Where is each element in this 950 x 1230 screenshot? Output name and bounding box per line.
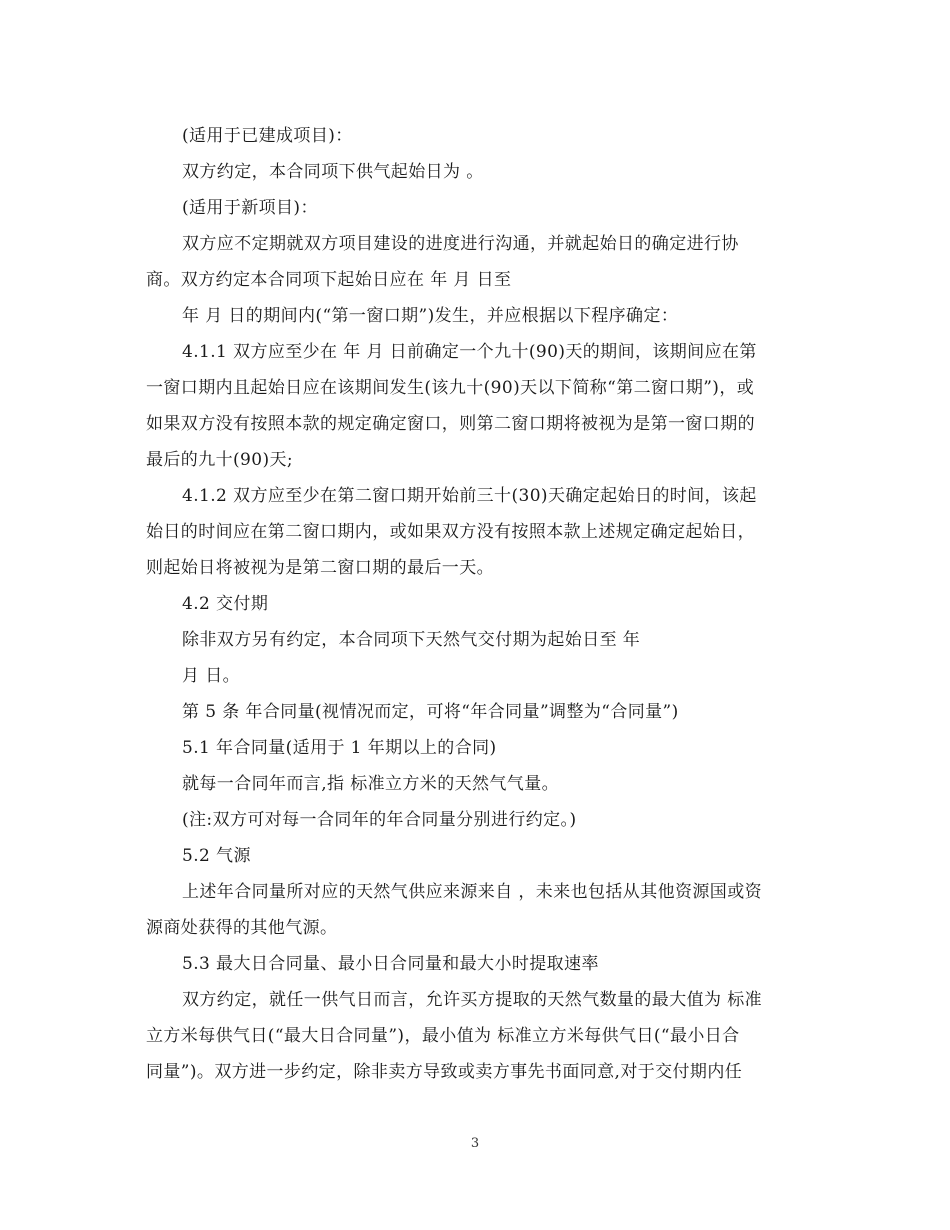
text-line: 则起始日将被视为是第二窗口期的最后一天。: [146, 558, 494, 578]
text-line: 双方约定，就任一供气日而言，允许买方提取的天然气数量的最大值为 标准: [182, 990, 763, 1010]
text-line: 4.1.1 双方应至少在 年 月 日前确定一个九十(90)天的期间，该期间应在第: [182, 342, 757, 362]
text-line: 双方约定，本合同项下供气起始日为 。: [182, 162, 484, 182]
text-line: 商。双方约定本合同项下起始日应在 年 月 日至: [146, 270, 512, 290]
text-line: 月 日。: [182, 666, 241, 686]
section-heading: 5.2 气源: [182, 846, 251, 866]
text-line: 上述年合同量所对应的天然气供应来源来自 ，未来也包括从其他资源国或资: [182, 882, 763, 902]
text-line: 如果双方没有按照本款的规定确定窗口，则第二窗口期将被视为是第一窗口期的: [146, 414, 755, 434]
text-line: 除非双方另有约定，本合同项下天然气交付期为起始日至 年: [182, 630, 641, 650]
section-heading: 5.1 年合同量(适用于 1 年期以上的合同): [182, 738, 497, 758]
text-line: (适用于已建成项目)：: [182, 126, 353, 146]
text-line: 立方米每供气日(“最大日合同量”)，最小值为 标准立方米每供气日(“最小日合: [146, 1026, 740, 1046]
text-line: 同量”)。双方进一步约定，除非卖方导致或卖方事先书面同意,对于交付期内任: [146, 1062, 743, 1082]
section-heading: 4.2 交付期: [182, 594, 269, 614]
note-line: (注:双方可对每一合同年的年合同量分别进行约定。): [182, 810, 577, 830]
text-line: 双方应不定期就双方项目建设的进度进行沟通，并就起始日的确定进行协: [182, 234, 739, 254]
text-line: 始日的时间应在第二窗口期内，或如果双方没有按照本款上述规定确定起始日，: [146, 522, 755, 542]
document-body: [146, 118, 806, 1090]
text-line: (适用于新项目)：: [182, 198, 318, 218]
text-line: 最后的九十(90)天;: [146, 450, 294, 470]
text-line: 年 月 日的期间内(“第一窗口期”)发生，并应根据以下程序确定：: [182, 306, 679, 326]
text-line: 一窗口期内且起始日应在该期间发生(该九十(90)天以下简称“第二窗口期”)，或: [146, 378, 755, 398]
section-heading: 第 5 条 年合同量(视情况而定，可将“年合同量”调整为“合同量”): [182, 702, 679, 722]
text-line: 源商处获得的其他气源。: [146, 918, 338, 938]
section-heading: 5.3 最大日合同量、最小日合同量和最大小时提取速率: [182, 954, 599, 974]
page-number: 3: [470, 1136, 480, 1151]
text-line: 4.1.2 双方应至少在第二窗口期开始前三十(30)天确定起始日的时间，该起: [182, 486, 757, 506]
text-line: 就每一合同年而言,指 标准立方米的天然气气量。: [182, 774, 560, 794]
